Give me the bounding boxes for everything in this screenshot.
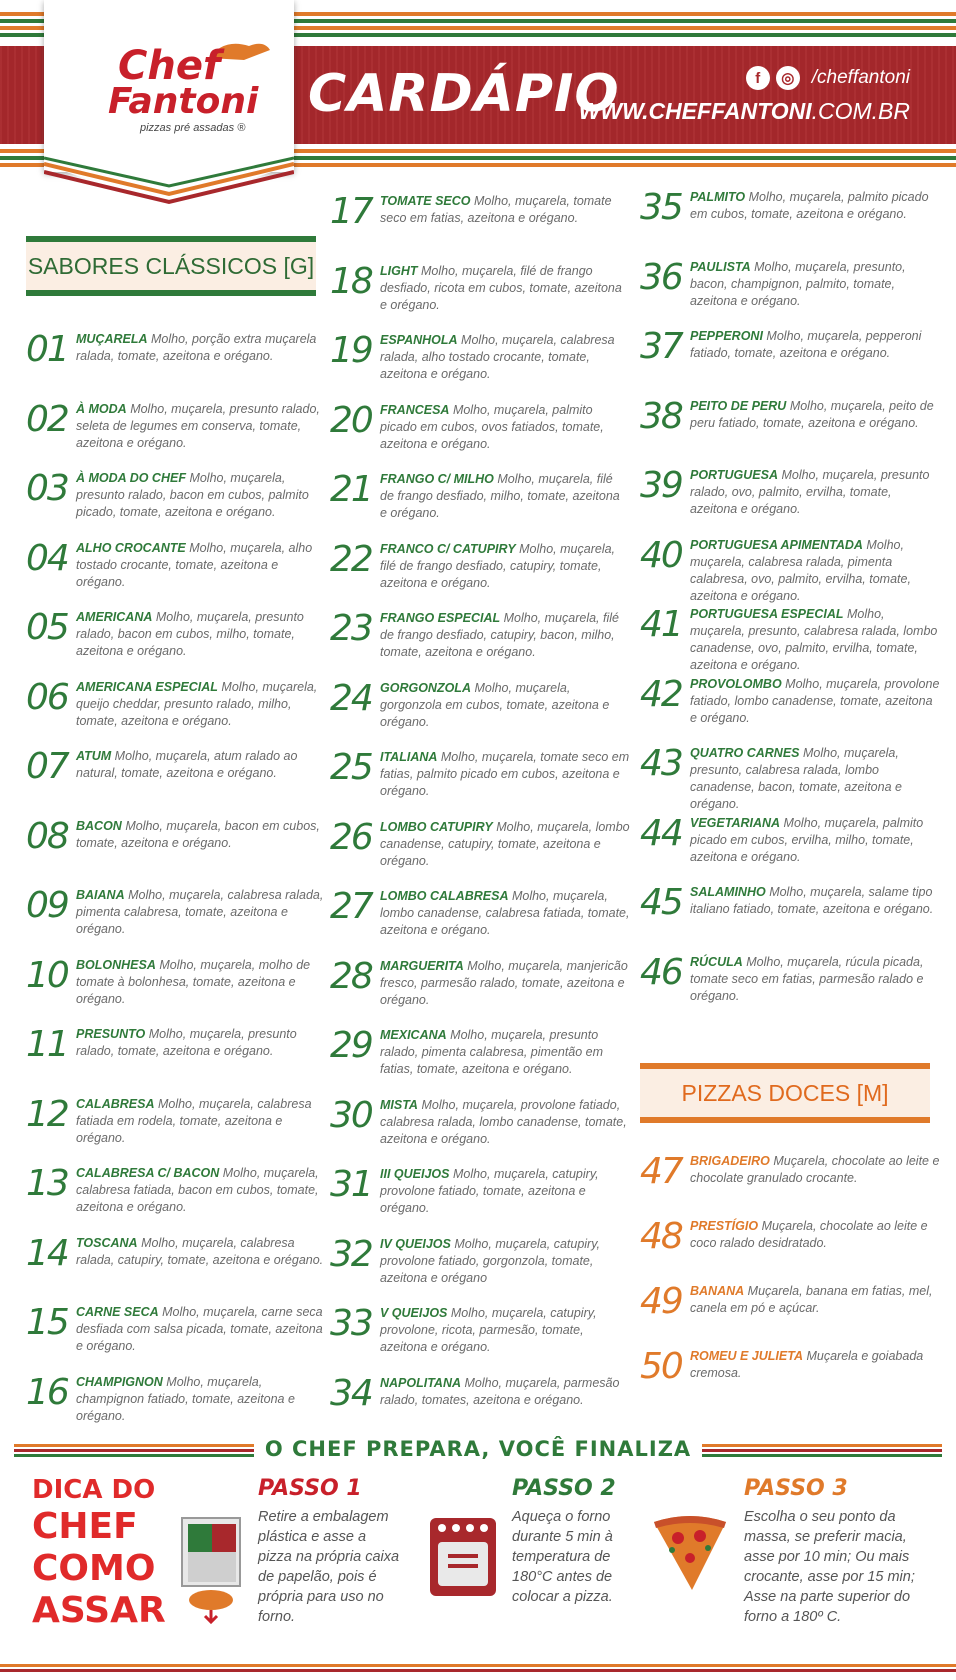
item-number: 21	[330, 469, 372, 510]
item-text	[76, 537, 326, 603]
item-name: FRANGO ESPECIAL	[380, 611, 501, 625]
item-number: 28	[330, 955, 372, 997]
item-name: V QUEIJOS	[380, 1306, 448, 1320]
item-number: 42	[640, 673, 682, 715]
item-name: À MODA	[76, 401, 127, 416]
item-description: Molho, muçarela, provolone fatiado, calabresa ralada, lombo canadense, tomate, azeitona e orégano.	[380, 1097, 627, 1146]
item-text	[380, 816, 630, 882]
item-number: 03	[26, 468, 68, 509]
tip-line-2: CHEF	[32, 1506, 138, 1547]
item-name: TOMATE SECO	[380, 194, 471, 208]
tip-line-3: COMO	[32, 1548, 156, 1589]
item-text	[76, 676, 326, 742]
item-description: Molho, muçarela, bacon em cubos, tomate, azeitona e orégano.	[76, 818, 320, 850]
menu-item	[330, 399, 630, 465]
item-number: 23	[330, 608, 372, 649]
item-description: Molho, muçarela, presunto ralado, seleta de legumes em conserva, tomate, azeitona e orégano.	[76, 401, 320, 450]
item-text	[690, 951, 940, 1017]
tip-line-1: DICA DO	[32, 1475, 156, 1505]
item-text	[380, 607, 630, 673]
item-description: Molho, muçarela, calabresa ralada, alho tostado crocante, tomate, azeitona e orégano.	[380, 333, 615, 381]
website-bold: WWW.CHEFFANTONI	[578, 98, 812, 124]
menu-item	[640, 951, 940, 1017]
menu-item	[26, 1232, 326, 1298]
item-description: Molho, muçarela, calabresa fatiada em rodela, tomate, azeitona e orégano.	[76, 1096, 312, 1145]
item-description: Muçarela, chocolate ao leite e coco ralado desidratado.	[690, 1219, 928, 1250]
step-1-text: Retire a embalagem plástica e asse a pizza na própria caixa de papelão, pois é própria para uso no forno.	[258, 1509, 400, 1625]
item-text	[380, 1094, 630, 1160]
menu-item	[640, 1150, 940, 1216]
item-number: 15	[26, 1302, 68, 1343]
item-name: PAULISTA	[690, 259, 751, 274]
item-text	[76, 328, 326, 394]
item-number: 01	[26, 329, 68, 370]
bottom-stripes	[0, 1664, 956, 1680]
pizza-box-icon	[180, 1516, 244, 1626]
item-description: Molho, muçarela, presunto, calabresa ralada, lombo canadense, bacon, tomate, azeitona e orégano.	[690, 746, 902, 811]
item-number: 29	[330, 1025, 372, 1066]
item-number: 36	[640, 256, 682, 298]
item-description: Molho, muçarela, presunto ralado, tomate, azeitona e orégano.	[76, 1027, 297, 1058]
logo-chef: Chef	[118, 43, 221, 89]
item-description: Molho, muçarela, calabresa ralada, pimenta calabresa, tomate, azeitona e orégano.	[76, 888, 324, 936]
section-header-sweet	[640, 1063, 930, 1123]
step-3-title: PASSO 3	[744, 1476, 848, 1501]
item-name: AMERICANA ESPECIAL	[76, 679, 218, 694]
item-text	[380, 468, 630, 534]
item-number: 11	[26, 1024, 68, 1065]
menu-item	[640, 812, 940, 878]
item-number: 32	[330, 1233, 372, 1275]
item-number: 34	[330, 1372, 372, 1414]
social-links	[746, 66, 910, 90]
item-text	[76, 745, 326, 811]
item-text	[380, 1302, 630, 1368]
item-text	[76, 1093, 326, 1159]
menu-item	[26, 676, 326, 742]
item-text	[690, 603, 940, 672]
item-number: 14	[26, 1232, 68, 1274]
item-name: BRIGADEIRO	[690, 1154, 770, 1168]
social-handle[interactable]: /cheffantoni	[811, 67, 910, 88]
item-name: À MODA DO CHEF	[76, 471, 186, 485]
step-1-title: PASSO 1	[258, 1476, 362, 1501]
menu-item	[330, 816, 630, 882]
item-number: 47	[640, 1151, 682, 1192]
facebook-icon[interactable]: f	[746, 66, 770, 90]
item-text	[76, 954, 326, 1020]
item-name: FRANCO C/ CATUPIRY	[380, 541, 516, 556]
item-name: ATUM	[76, 749, 112, 763]
menu-item	[330, 1163, 630, 1229]
item-number: 18	[330, 260, 372, 302]
menu-item	[330, 1233, 630, 1299]
item-name: PEITO DE PERU	[690, 398, 787, 413]
item-number: 35	[640, 187, 682, 228]
item-description: Muçarela, banana em fatias, mel, canela em pó e açúcar.	[690, 1284, 933, 1315]
item-name: MUÇARELA	[76, 332, 148, 346]
menu-item	[26, 328, 326, 394]
item-description: Molho, muçarela, carne seca desfiada com salsa picada, tomate, azeitona e orégano.	[76, 1305, 323, 1353]
menu-item	[640, 534, 940, 603]
instagram-icon[interactable]: ◎	[776, 66, 800, 90]
item-text	[690, 464, 940, 530]
item-name: ESPANHOLA	[380, 333, 458, 347]
menu-item	[330, 955, 630, 1021]
item-text	[380, 1233, 630, 1299]
item-name: IV QUEIJOS	[380, 1236, 451, 1251]
menu-item	[330, 885, 630, 951]
item-description: Molho, muçarela, calabresa ralada, catupiry, tomate, azeitona e orégano.	[76, 1235, 324, 1267]
item-description: Molho, muçarela, filé de frango desfiado, catupiry, bacon, milho, tomate, azeitona e orégano.	[380, 611, 619, 659]
step-3-text: Escolha o seu ponto da massa, se preferir macia, asse por 10 min; Ou mais crocante, asse por 15 min; Asse na parte superior do forno a 180º C.	[744, 1509, 915, 1625]
item-name: RÚCULA	[690, 954, 743, 969]
item-text	[380, 260, 630, 326]
item-number: 13	[26, 1163, 68, 1204]
item-number: 50	[640, 1346, 682, 1387]
item-name: BACON	[76, 818, 122, 833]
item-number: 10	[26, 954, 68, 996]
item-text	[76, 1023, 326, 1089]
item-name: NAPOLITANA	[380, 1375, 462, 1390]
item-description: Molho, muçarela, peito de peru fatiado, tomate, azeitona e orégano.	[690, 398, 934, 430]
menu-item	[330, 607, 630, 673]
item-number: 45	[640, 882, 682, 923]
menu-item	[640, 603, 940, 672]
item-name: GORGONZOLA	[380, 680, 471, 695]
menu-item	[26, 398, 326, 464]
item-number: 37	[640, 326, 682, 367]
step-1	[258, 1476, 403, 1627]
menu-item	[640, 1215, 940, 1281]
item-description: Molho, muçarela, manjericão fresco, parmesão ralado, tomate, azeitona e orégano.	[380, 958, 628, 1007]
menu-item	[330, 677, 630, 743]
item-number: 48	[640, 1216, 682, 1257]
item-text	[380, 190, 630, 256]
item-description: Molho, muçarela, parmesão ralado, tomates, azeitona e orégano.	[380, 1375, 620, 1407]
menu-item	[330, 1024, 630, 1090]
item-description: Molho, muçarela, presunto ralado, pimenta calabresa, pimentão em fatias, tomate, azeitona e orégano.	[380, 1028, 604, 1076]
item-text	[380, 677, 630, 743]
item-text	[76, 1162, 326, 1228]
item-number: 07	[26, 746, 68, 787]
item-description: Molho, muçarela, presunto, bacon, champignon, palmito, tomate, azeitona e orégano.	[690, 259, 906, 308]
item-description: Molho, muçarela, tomate seco em fatias, palmito picado em cubos, azeitona e orégano.	[380, 750, 630, 798]
pizza-slice-icon	[648, 1514, 732, 1594]
item-number: 33	[330, 1303, 372, 1344]
item-number: 26	[330, 816, 372, 858]
item-description: Molho, muçarela, palmito picado em cubos, tomate, azeitona e orégano.	[690, 190, 929, 221]
item-name: BANANA	[690, 1284, 745, 1298]
item-text	[76, 606, 326, 672]
item-description: Molho, muçarela, calabresa ralada, pimenta calabresa, ovo, palmito, ervilha, tomate, azeitona e orégano.	[690, 537, 911, 603]
item-number: 17	[330, 191, 372, 232]
item-number: 43	[640, 743, 682, 784]
item-number: 05	[26, 607, 68, 648]
section-title-classic: SABORES CLÁSSICOS [G]	[26, 242, 316, 290]
item-name: LOMBO CALABRESA	[380, 889, 509, 903]
item-name: FRANCESA	[380, 402, 450, 417]
item-name: ALHO CROCANTE	[76, 540, 186, 555]
item-text	[380, 746, 630, 812]
item-name: VEGETARIANA	[690, 815, 781, 830]
item-description: Molho, muçarela, filé de frango desfiado, ricota em cubos, tomate, azeitona e orégano.	[380, 263, 622, 312]
tip-line-4: ASSAR	[32, 1590, 166, 1631]
menu-item	[26, 467, 326, 533]
section-header-classic	[26, 236, 316, 296]
item-description: Molho, muçarela, atum ralado ao natural, tomate, azeitona e orégano.	[76, 749, 298, 780]
item-number: 20	[330, 399, 372, 441]
item-description: Molho, muçarela, lombo canadense, calabresa fatiada, tomate, azeitona e orégano.	[380, 889, 630, 937]
item-description: Molho, muçarela, lombo canadense, catupiry, tomate, azeitona e orégano.	[380, 819, 630, 868]
item-text	[76, 467, 326, 533]
menu-item	[640, 325, 940, 391]
menu-item	[330, 468, 630, 534]
item-name: ITALIANA	[380, 750, 438, 764]
item-number: 12	[26, 1093, 68, 1135]
item-name: CALABRESA C/ BACON	[76, 1166, 220, 1180]
item-description: Molho, muçarela, palmito picado em cubos, ervilha, milho, tomate, azeitona e orégano.	[690, 815, 924, 864]
item-number: 39	[640, 465, 682, 506]
logo-fantoni: Fantoni	[108, 81, 259, 122]
item-number: 25	[330, 747, 372, 788]
item-description: Molho, muçarela, gorgonzola em cubos, tomate, azeitona e orégano.	[380, 680, 610, 729]
footer-title: O CHEF PREPARA, VOCÊ FINALIZA	[264, 1437, 692, 1461]
item-text	[690, 534, 940, 603]
item-text	[690, 1215, 940, 1281]
item-text	[690, 256, 940, 322]
menu-item	[26, 884, 326, 950]
item-number: 38	[640, 395, 682, 437]
item-name: QUATRO CARNES	[690, 746, 800, 760]
section-title-sweet: PIZZAS DOCES [M]	[640, 1069, 930, 1117]
menu-item	[640, 256, 940, 322]
item-number: 40	[640, 534, 682, 576]
item-text	[380, 1372, 630, 1438]
item-description: Molho, muçarela, presunto, calabresa ralada, lombo canadense, ovo, palmito, ervilha, tomate, azeitona e orégano.	[690, 607, 938, 672]
footer-stripes-left	[14, 1444, 254, 1458]
menu-item	[640, 186, 940, 252]
item-name: PORTUGUESA ESPECIAL	[690, 607, 844, 621]
item-text	[690, 673, 940, 739]
item-name: PALMITO	[690, 190, 746, 204]
item-text	[380, 1024, 630, 1090]
step-3	[744, 1476, 934, 1627]
menu-item	[26, 815, 326, 881]
item-name: ROMEU E JULIETA	[690, 1349, 803, 1363]
menu-item	[640, 673, 940, 739]
item-description: Molho, muçarela, alho tostado crocante, tomate, azeitona e orégano.	[76, 540, 313, 589]
item-name: AMERICANA	[76, 610, 153, 624]
item-text	[690, 881, 940, 947]
item-description: Molho, muçarela, palmito picado em cubos, ovos fatiados, tomate, azeitona e orégano.	[380, 402, 604, 451]
item-text	[380, 1163, 630, 1229]
item-description: Molho, muçarela, presunto ralado, bacon em cubos, palmito picado, tomate, azeitona e orégano.	[76, 471, 309, 519]
website-link[interactable]	[579, 98, 910, 125]
item-text	[76, 815, 326, 881]
item-text	[690, 812, 940, 878]
item-text	[380, 538, 630, 604]
item-number: 46	[640, 951, 682, 993]
step-2-text: Aqueça o forno durante 5 min à temperatura de 180°C antes de colocar a pizza.	[512, 1509, 613, 1605]
item-text	[76, 1232, 326, 1298]
item-name: PORTUGUESA APIMENTADA	[690, 537, 863, 552]
item-text	[380, 399, 630, 465]
logo-wordmark	[108, 43, 278, 134]
step-2	[512, 1476, 642, 1607]
item-text	[380, 329, 630, 395]
item-text	[380, 955, 630, 1021]
item-number: 04	[26, 537, 68, 579]
menu-item	[640, 1280, 940, 1346]
item-description: Molho, muçarela, tomate seco em fatias, azeitona e orégano.	[380, 194, 612, 225]
item-text	[76, 1371, 326, 1437]
item-description: Molho, muçarela, calabresa fatiada, bacon em cubos, tomate, azeitona e orégano.	[76, 1166, 319, 1214]
menu-item	[330, 190, 630, 256]
item-description: Molho, muçarela, presunto ralado, bacon em cubos, milho, tomate, azeitona e orégano.	[76, 610, 304, 658]
item-name: BOLONHESA	[76, 957, 156, 972]
item-text	[690, 186, 940, 252]
website-domain: .COM.BR	[811, 98, 910, 124]
item-name: SALAMINHO	[690, 885, 766, 899]
step-2-title: PASSO 2	[512, 1476, 616, 1501]
menu-item	[330, 538, 630, 604]
item-number: 08	[26, 815, 68, 857]
item-description: Molho, muçarela, catupiry, provolone, ricota, parmesão, tomate, azeitona e orégano.	[380, 1306, 597, 1354]
item-description: Muçarela e goiabada cremosa.	[690, 1349, 924, 1380]
menu-item	[330, 329, 630, 395]
item-text	[690, 1150, 940, 1216]
menu-item	[26, 1093, 326, 1159]
item-text	[690, 1345, 940, 1411]
menu-item	[640, 881, 940, 947]
menu-item	[26, 1301, 326, 1367]
item-description: Molho, porção extra muçarela ralada, tomate, azeitona e orégano.	[76, 332, 317, 363]
item-description: Molho, muçarela, pepperoni fatiado, tomate, azeitona e orégano.	[690, 329, 922, 360]
item-name: PORTUGUESA	[690, 468, 778, 482]
item-text	[76, 1301, 326, 1367]
item-name: TOSCANA	[76, 1235, 138, 1250]
item-text	[690, 395, 940, 461]
item-text	[690, 742, 940, 811]
item-name: PROVOLOMBO	[690, 676, 782, 691]
logo-chevron-stripes	[44, 150, 294, 210]
item-name: CALABRESA	[76, 1096, 155, 1111]
item-description: Molho, muçarela, champignon fatiado, tomate, azeitona e orégano.	[76, 1374, 295, 1423]
menu-item	[640, 395, 940, 461]
menu-item	[640, 1345, 940, 1411]
menu-item	[330, 1372, 630, 1438]
menu-item	[26, 954, 326, 1020]
menu-item	[26, 1371, 326, 1437]
oven-icon	[428, 1516, 498, 1598]
item-number: 02	[26, 398, 68, 440]
item-number: 09	[26, 885, 68, 926]
item-name: LOMBO CATUPIRY	[380, 819, 493, 834]
chef-tip-heading	[32, 1474, 166, 1632]
item-name: III QUEIJOS	[380, 1167, 450, 1181]
item-name: MEXICANA	[380, 1028, 447, 1042]
menu-item	[26, 1162, 326, 1228]
menu-item	[26, 606, 326, 672]
item-description: Molho, muçarela, molho de tomate à bolonhesa, tomate, azeitona e orégano.	[76, 957, 311, 1006]
menu-item	[640, 742, 940, 811]
item-description: Molho, muçarela, catupiry, provolone fatiado, tomate, azeitona e orégano.	[380, 1167, 599, 1215]
item-description: Molho, muçarela, rúcula picada, tomate seco em fatias, parmesão ralado e orégano.	[690, 954, 924, 1003]
menu-item	[26, 745, 326, 811]
item-description: Molho, muçarela, filé de frango desfiado, milho, tomate, azeitona e orégano.	[380, 472, 620, 520]
item-description: Molho, muçarela, queijo cheddar, presunto ralado, milho, tomate, azeitona e orégano.	[76, 679, 318, 728]
item-text	[76, 398, 326, 464]
item-name: PRESTÍGIO	[690, 1219, 759, 1233]
item-number: 06	[26, 676, 68, 718]
item-description: Molho, muçarela, filé de frango desfiado, catupiry, tomate, azeitona e orégano.	[380, 541, 616, 590]
item-name: FRANGO C/ MILHO	[380, 472, 494, 486]
item-text	[76, 884, 326, 950]
menu-item	[330, 746, 630, 812]
logo-tagline: pizzas pré assadas ®	[140, 122, 246, 134]
item-name: BAIANA	[76, 888, 125, 902]
item-number: 27	[330, 886, 372, 927]
item-number: 31	[330, 1164, 372, 1205]
item-number: 24	[330, 677, 372, 719]
item-name: LIGHT	[380, 263, 418, 278]
item-name: CARNE SECA	[76, 1305, 159, 1319]
item-name: MISTA	[380, 1097, 418, 1112]
menu-item	[330, 1302, 630, 1368]
item-number: 49	[640, 1281, 682, 1322]
item-number: 41	[640, 604, 682, 645]
item-description: Molho, muçarela, presunto ralado, ovo, palmito, ervilha, tomate, azeitona e orégano.	[690, 468, 930, 516]
menu-item	[330, 260, 630, 326]
menu-item	[640, 464, 940, 530]
item-number: 22	[330, 538, 372, 580]
menu-item	[26, 1023, 326, 1089]
item-description: Molho, muçarela, salame tipo italiano fatiado, tomate, azeitona e orégano.	[690, 885, 934, 916]
item-name: PEPPERONI	[690, 329, 763, 343]
item-description: Muçarela, chocolate ao leite e chocolate granulado crocante.	[690, 1154, 940, 1185]
menu-item	[26, 537, 326, 603]
item-number: 19	[330, 330, 372, 371]
item-name: MARGUERITA	[380, 958, 464, 973]
item-description: Molho, muçarela, provolone fatiado, lombo canadense, tomate, azeitona e orégano.	[690, 676, 940, 725]
item-name: CHAMPIGNON	[76, 1374, 163, 1389]
menu-item	[330, 1094, 630, 1160]
brand-logo-box	[44, 0, 294, 200]
item-text	[690, 1280, 940, 1346]
item-description: Molho, muçarela, catupiry, provolone fatiado, gorgonzola, tomate, azeitona e orégano	[380, 1236, 601, 1285]
page-title: CARDÁPIO	[308, 64, 620, 124]
footer-stripes-right	[702, 1444, 942, 1458]
item-number: 16	[26, 1371, 68, 1413]
item-text	[690, 325, 940, 391]
item-number: 30	[330, 1094, 372, 1136]
item-text	[380, 885, 630, 951]
item-number: 44	[640, 812, 682, 854]
item-name: PRESUNTO	[76, 1027, 146, 1041]
